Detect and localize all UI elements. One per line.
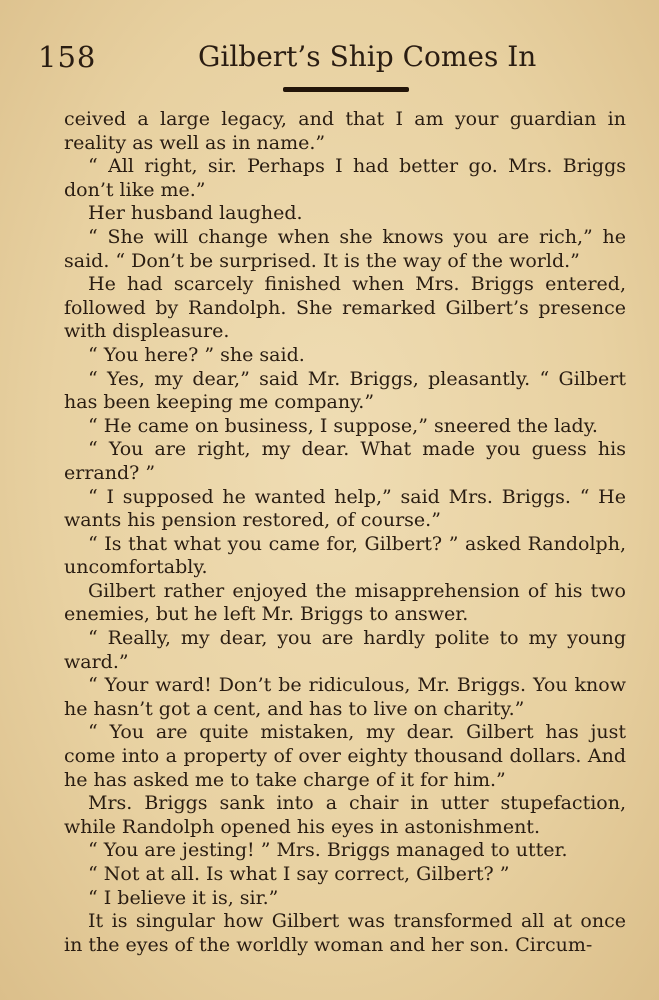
paragraph: “ You are quite mistaken, my dear. Gilbert has just come into a property of over eighty thousand dollars. And he has asked me to take charge of it for him.”: [64, 721, 626, 791]
paragraph: It is singular how Gilbert was transformed all at once in the eyes of the worldly woman and her son. Circum-: [64, 910, 626, 956]
header-rule: [283, 87, 409, 92]
paragraph: “ Yes, my dear,” said Mr. Briggs, pleasantly. “ Gilbert has been keeping me company.”: [64, 367, 626, 414]
paragraph: “ You are jesting! ” Mrs. Briggs managed to utter.: [88, 839, 568, 862]
paragraph: “ I supposed he wanted help,” said Mrs. Briggs. “ He wants his pension restored, of course.”: [64, 485, 626, 532]
paragraph: Mrs. Briggs sank into a chair in utter stupefaction, while Randolph opened his eyes in astonishment.: [64, 792, 626, 838]
paragraph: “ He came on business, I suppose,” sneered the lady.: [88, 414, 598, 437]
paragraph: “ Your ward! Don’t be ridiculous, Mr. Briggs. You know he hasn’t got a cent, and has to live on charity.”: [64, 674, 626, 720]
paragraph: “ You here? ” she said.: [88, 343, 305, 366]
paragraph: “ She will change when she knows you are rich,” he said. “ Don’t be surprised. It is the way of the world.”: [64, 225, 626, 272]
paragraph: ceived a large legacy, and that I am your guardian in reality as well as in name.”: [64, 108, 626, 154]
body-text: [64, 108, 626, 957]
paragraph: He had scarcely finished when Mrs. Briggs entered, followed by Randolph. She remarked Gilbert’s presence with displeasure.: [64, 273, 626, 343]
paragraph: Her husband laughed.: [88, 202, 303, 225]
paragraph: “ Not at all. Is what I say correct, Gilbert? ”: [88, 863, 510, 885]
paragraph: “ All right, sir. Perhaps I had better go. Mrs. Briggs don’t like me.”: [64, 155, 626, 201]
paragraph: Gilbert rather enjoyed the misapprehension of his two enemies, but he left Mr. Briggs to answer.: [64, 579, 626, 626]
paragraph: “ Is that what you came for, Gilbert? ” asked Randolph, uncomfortably.: [64, 532, 626, 579]
page-number: 158: [38, 40, 97, 74]
running-title: Gilbert’s Ship Comes In: [198, 40, 537, 73]
paragraph: “ I believe it is, sir.”: [88, 886, 279, 909]
paragraph: “ You are right, my dear. What made you guess his errand? ”: [64, 438, 626, 484]
page-header: [38, 40, 626, 80]
paragraph: “ Really, my dear, you are hardly polite to my young ward.”: [64, 627, 626, 673]
